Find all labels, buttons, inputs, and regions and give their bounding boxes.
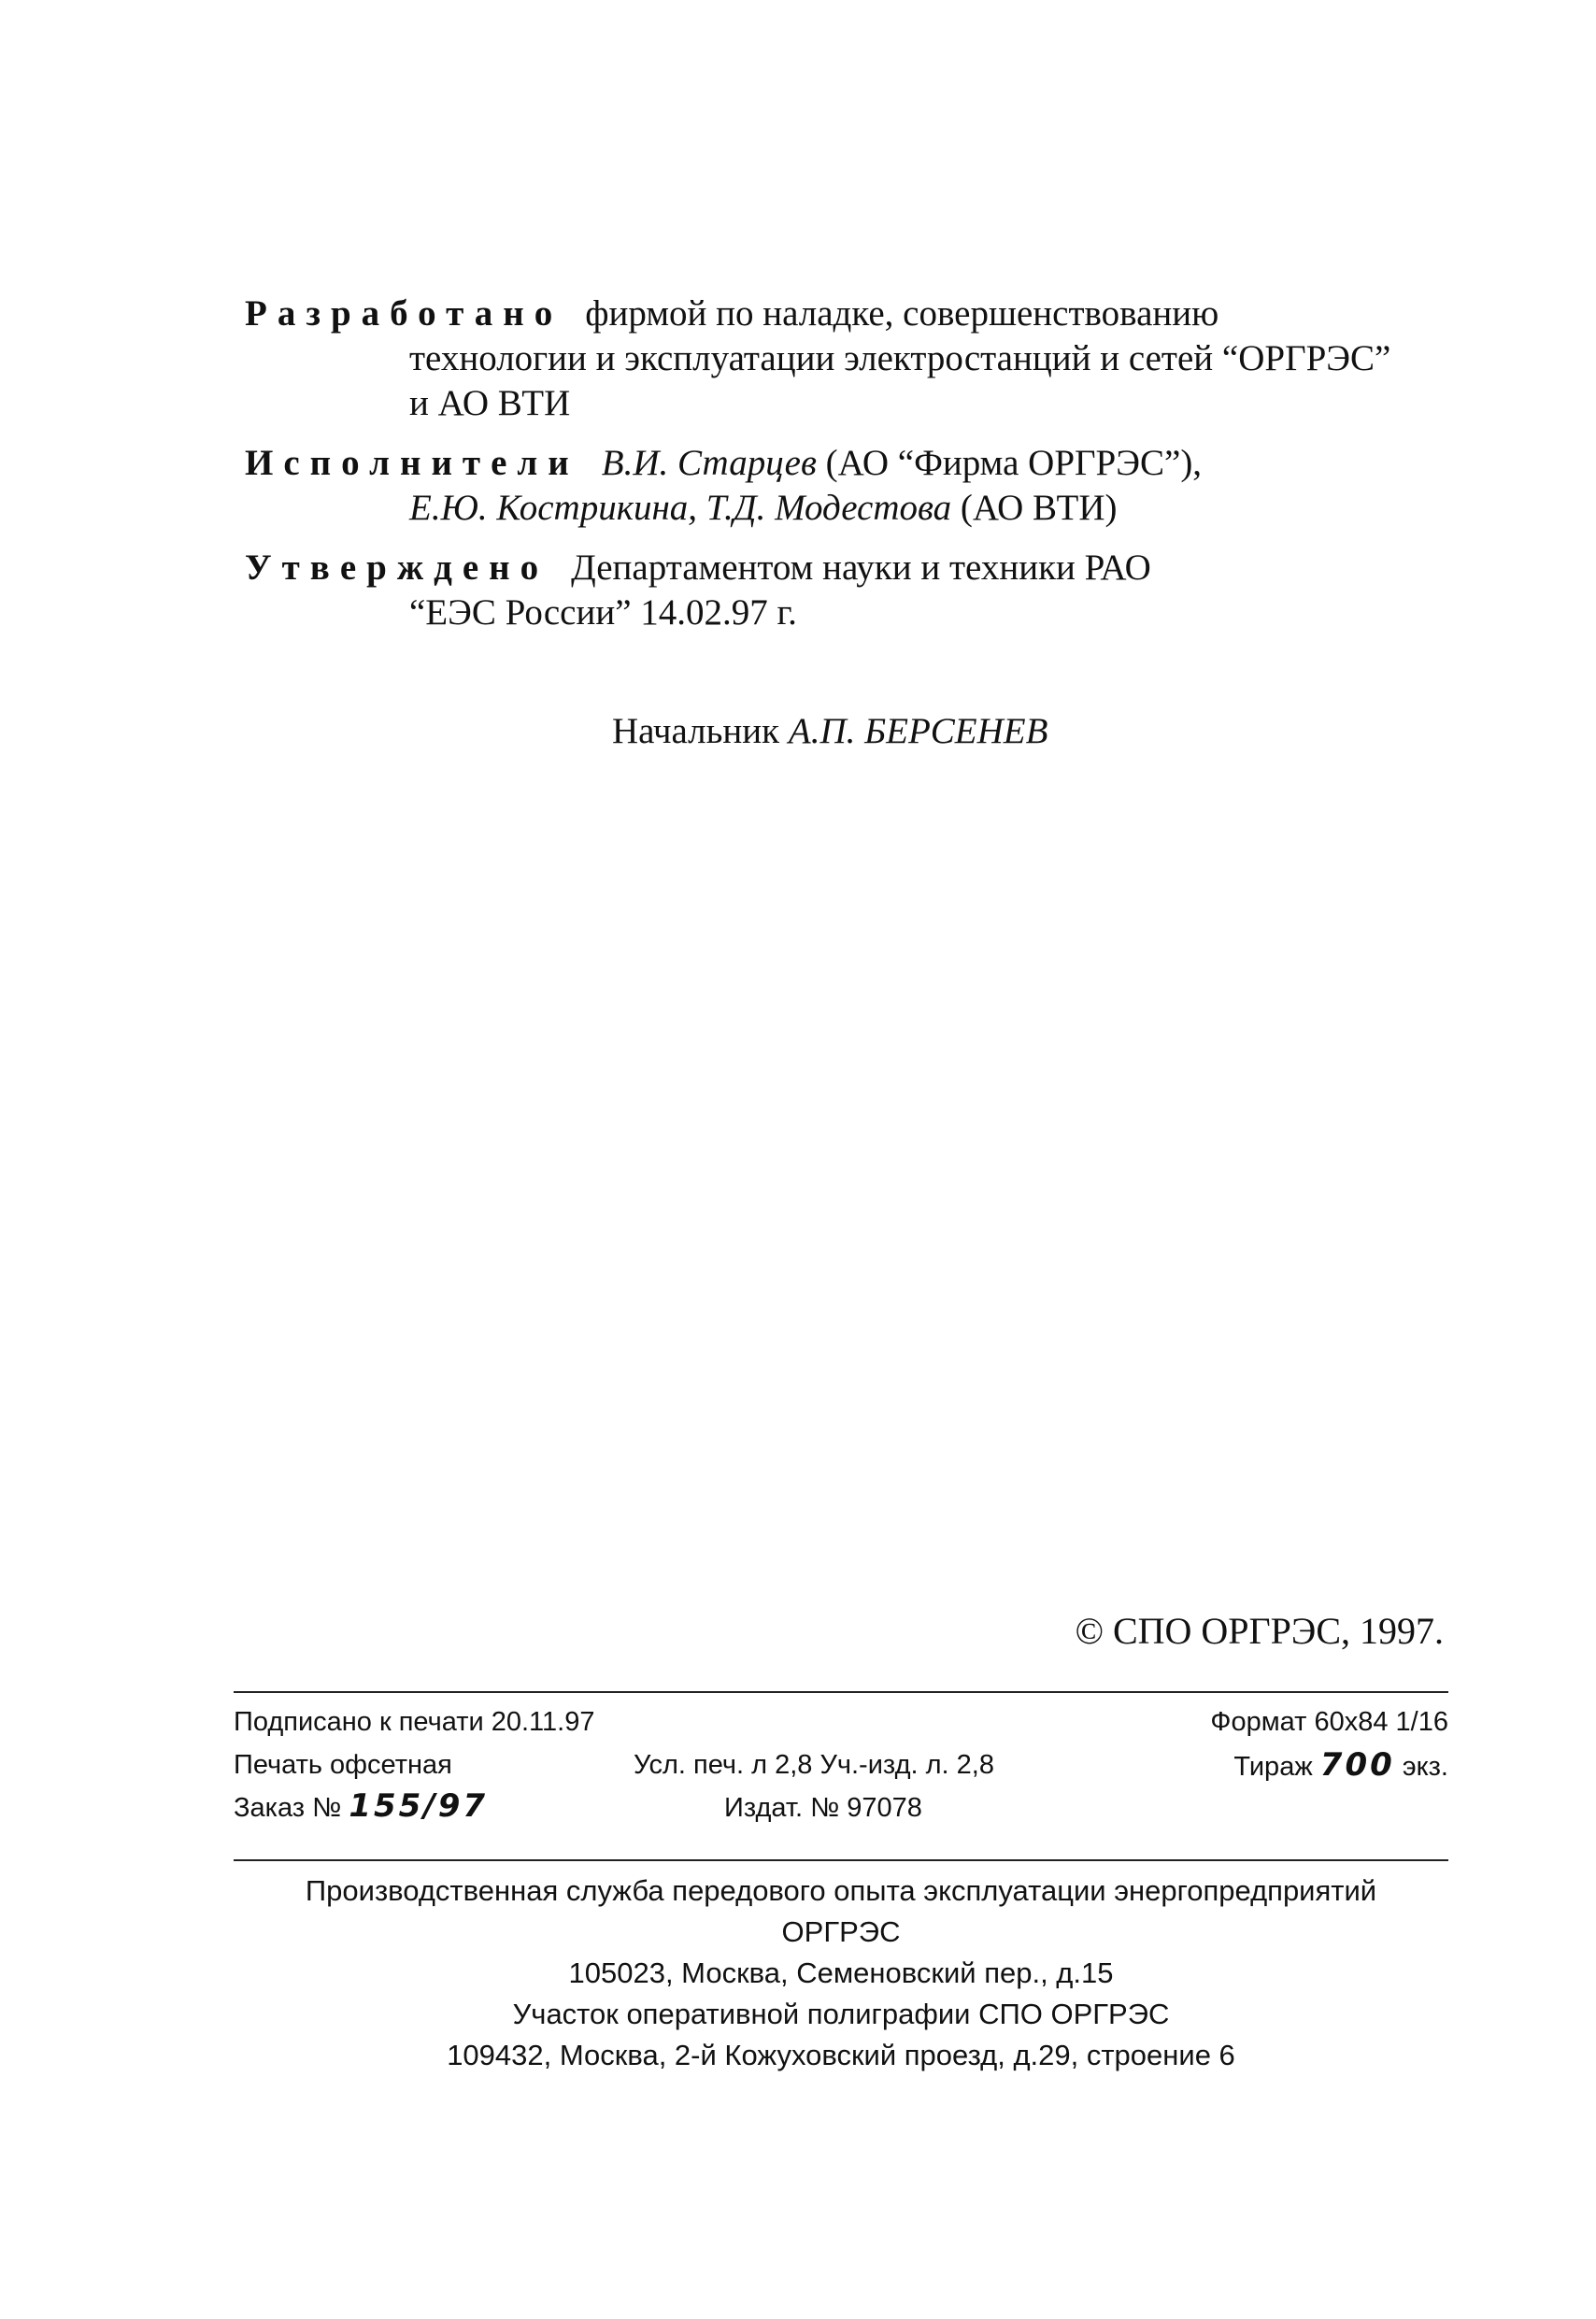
approved-line-1: Департаментом науки и техники РАО bbox=[571, 548, 1151, 588]
run-unit: экз. bbox=[1402, 1752, 1448, 1782]
order-value: 155/97 bbox=[349, 1787, 489, 1825]
publisher-block bbox=[234, 1871, 1448, 2076]
approved-label: Утверждено bbox=[245, 548, 549, 588]
performers-entry bbox=[245, 441, 1460, 531]
copyright: © СПО ОРГРЭС, 1997. bbox=[1075, 1610, 1444, 1652]
developed-line-1: фирмой по наладке, совершенствованию bbox=[585, 293, 1219, 334]
approved-line-2: “ЕЭС России” 14.02.97 г. bbox=[409, 592, 797, 633]
developed-label: Разработано bbox=[245, 293, 563, 334]
credits-block bbox=[245, 292, 1460, 650]
performer-org-1: (АО “Фирма ОРГРЭС”), bbox=[816, 443, 1203, 483]
chief-signature bbox=[612, 710, 1047, 752]
imprint-format: Формат 60х84 1/16 bbox=[1210, 1707, 1448, 1737]
performer-org-2: (АО ВТИ) bbox=[951, 488, 1118, 528]
performer-names-2: Е.Ю. Кострикина, Т.Д. Модестова bbox=[409, 488, 952, 528]
order-label: Заказ № bbox=[234, 1793, 342, 1823]
run-value: 700 bbox=[1319, 1746, 1395, 1784]
imprint-edition: Издат. № 97078 bbox=[724, 1793, 922, 1823]
developed-line-3: и АО ВТИ bbox=[409, 383, 571, 423]
imprint-print-type: Печать офсетная bbox=[234, 1750, 452, 1780]
publisher-line-1: Производственная служба передового опыта эксплуатации энергопредприятий bbox=[305, 1874, 1377, 1907]
imprint-order bbox=[234, 1787, 488, 1827]
publisher-line-4: Участок оперативной полиграфии СПО ОРГРЭС bbox=[512, 1998, 1170, 2030]
imprint-run bbox=[1233, 1746, 1448, 1785]
imprint-sheets: Усл. печ. л 2,8 Уч.-изд. л. 2,8 bbox=[634, 1750, 994, 1780]
imprint-bottom-divider bbox=[234, 1859, 1448, 1861]
performer-name-1: В.И. Старцев bbox=[601, 443, 817, 483]
chief-title: Начальник bbox=[612, 711, 780, 751]
publisher-line-5: 109432, Москва, 2-й Кожуховский проезд, д.29, строение 6 bbox=[447, 2039, 1235, 2071]
publisher-line-3: 105023, Москва, Семеновский пер., д.15 bbox=[568, 1956, 1114, 1989]
chief-name: А.П. БЕРСЕНЕВ bbox=[788, 711, 1048, 751]
performers-label: Исполнители bbox=[245, 443, 579, 483]
imprint-top-divider bbox=[234, 1691, 1448, 1693]
publisher-line-2: ОРГРЭС bbox=[781, 1915, 901, 1948]
run-label: Тираж bbox=[1233, 1752, 1313, 1782]
approved-entry bbox=[245, 546, 1460, 635]
developed-line-2: технологии и эксплуатации электростанций и сетей “ОРГРЭС” bbox=[409, 338, 1391, 378]
developed-entry bbox=[245, 292, 1460, 426]
imprint-signed: Подписано к печати 20.11.97 bbox=[234, 1707, 595, 1737]
